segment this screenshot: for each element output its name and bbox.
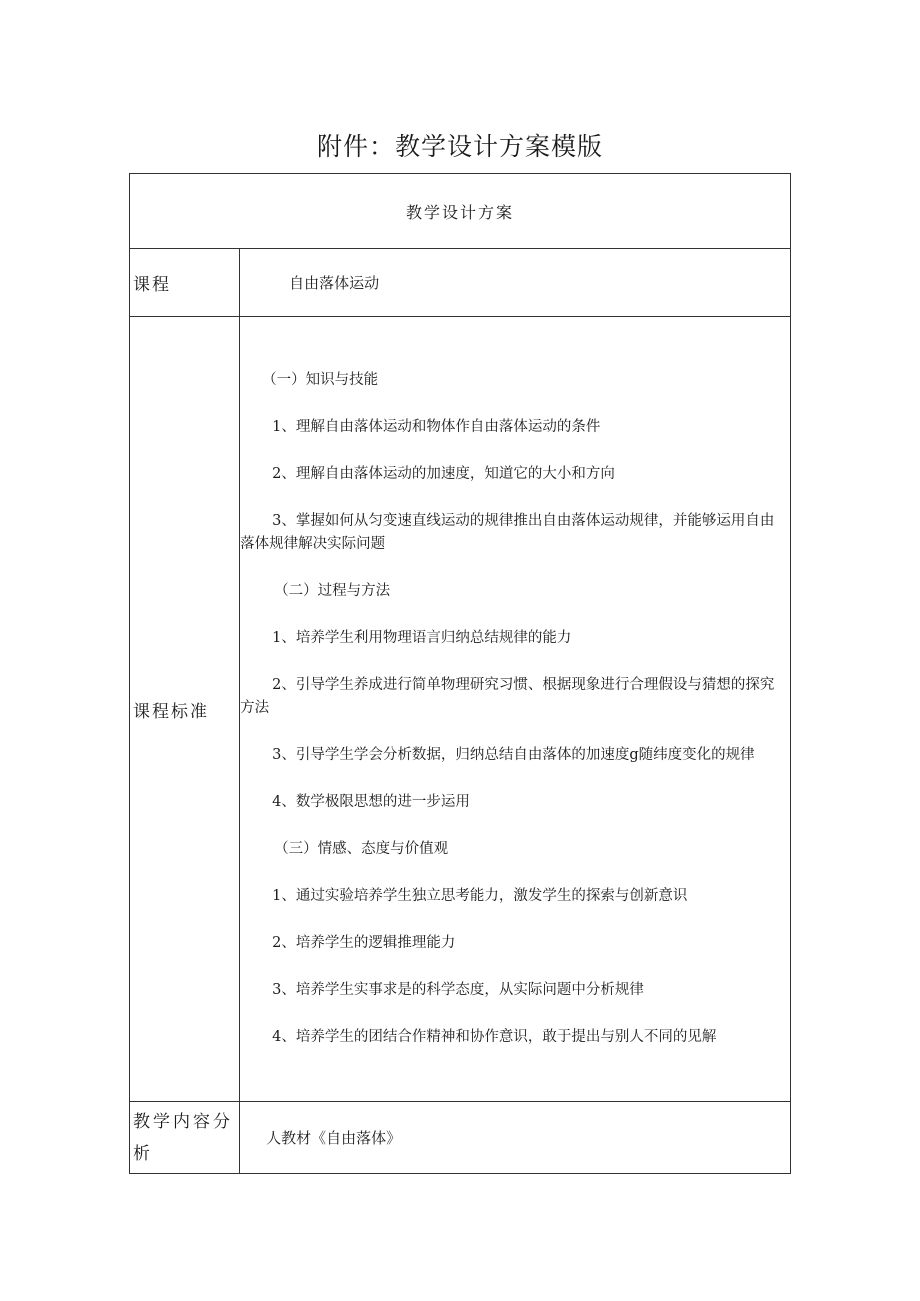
analysis-value-cell	[240, 1102, 791, 1174]
analysis-value: 人教材《自由落体》	[266, 1129, 402, 1147]
list-item: 4、数学极限思想的进一步运用	[272, 794, 470, 810]
list-item: 4、培养学生的团结合作精神和协作意识，敢于提出与别人不同的见解	[272, 1029, 717, 1045]
table-header: 教学设计方案	[130, 174, 791, 249]
analysis-label: 教学内容分析	[130, 1102, 240, 1174]
list-item: 1、理解自由落体运动和物体作自由落体运动的条件	[272, 419, 601, 435]
list-item: 1、培养学生利用物理语言归纳总结规律的能力	[272, 630, 572, 646]
list-item: 2、培养学生的逻辑推理能力	[272, 935, 456, 951]
list-item: 1、通过实验培养学生独立思考能力，激发学生的探索与创新意识	[272, 888, 688, 904]
course-row	[130, 249, 791, 317]
list-item: 3、培养学生实事求是的科学态度，从实际问题中分析规律	[272, 982, 644, 998]
standard-row	[130, 317, 791, 1102]
document-title: 附件：教学设计方案模版	[316, 132, 603, 161]
list-item: 3、引导学生学会分析数据，归纳总结自由落体的加速度g随纬度变化的规律	[272, 747, 755, 763]
list-item: 3、掌握如何从匀变速直线运动的规律推出自由落体运动规律，并能够运用自由落体规律解决实际问题	[240, 513, 775, 552]
teaching-plan-table	[129, 173, 791, 1174]
table-header-row	[130, 174, 791, 249]
section-heading-knowledge: （一）知识与技能	[262, 372, 379, 388]
course-value: 自由落体运动	[289, 274, 380, 292]
section-heading-attitude: （三）情感、态度与价值观	[274, 841, 449, 857]
list-item: 2、理解自由落体运动的加速度，知道它的大小和方向	[272, 466, 615, 482]
section-heading-process: （二）过程与方法	[274, 583, 391, 599]
standard-label: 课程标准	[130, 317, 240, 1102]
list-item: 2、引导学生养成进行简单物理研究习惯、根据现象进行合理假设与猜想的探究方法	[240, 677, 775, 716]
standard-value-cell	[240, 317, 791, 1102]
course-value-cell	[240, 249, 791, 317]
course-label: 课程	[130, 249, 240, 317]
analysis-row	[130, 1102, 791, 1174]
standard-content	[240, 349, 790, 1069]
